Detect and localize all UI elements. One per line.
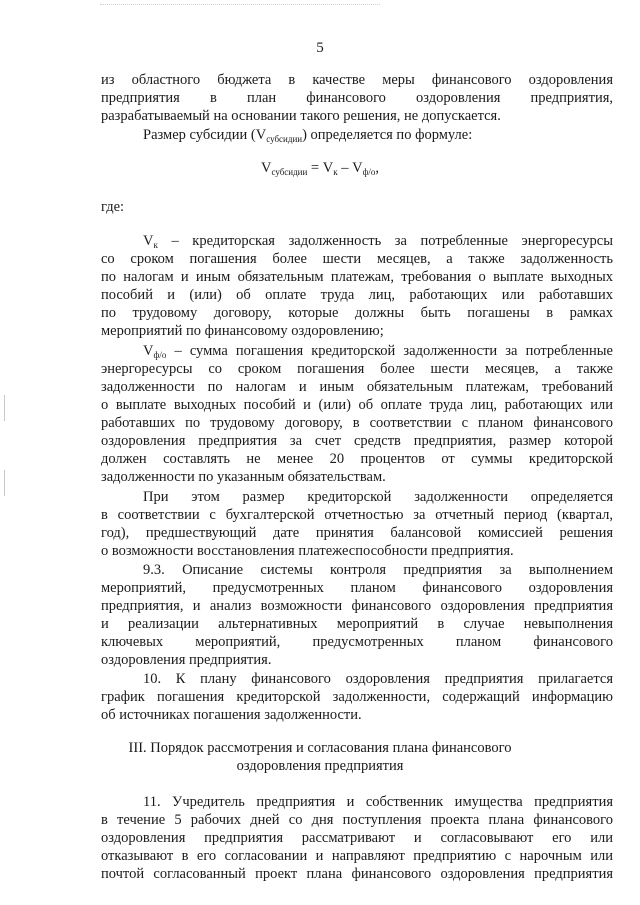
text-line: разрабатываемый на основании такого решения, не допускается.: [101, 108, 501, 124]
text-line: год), предшествующий дате принятия балансовой комиссией решения: [101, 525, 613, 541]
text-line: о выплате выходных пособий и (или) об оплате труда лиц, работающих или: [101, 397, 613, 413]
text-line: предприятия, и анализ возможности финансового оздоровления предприятия: [101, 598, 613, 614]
text-line: в соответствии с бухгалтерской отчетностью за отчетный период (квартал,: [101, 507, 613, 523]
text-line: об источниках погашения задолженности.: [101, 707, 362, 723]
text-line: график погашения кредиторской задолженности, содержащий информацию: [101, 689, 613, 705]
text-line: по трудовому договору, которые должны быть погашены в рамках: [101, 305, 613, 321]
text-line: в течение 5 рабочих дней со дня поступления проекта плана финансового: [101, 812, 613, 828]
text-line: мероприятий, предусмотренных планом финансового оздоровления: [101, 580, 613, 596]
text-line: ключевых мероприятий, предусмотренных планом финансового: [101, 634, 613, 650]
text-line: 9.3. Описание системы контроля предприятия за выполнением: [143, 562, 613, 578]
text-line: При этом размер кредиторской задолженности определяется: [143, 489, 613, 505]
text-line: отказывают в его согласовании и направляют предприятию с нарочным или: [101, 848, 613, 864]
text-line: 10. К плану финансового оздоровления предприятия прилагается: [143, 671, 613, 687]
scan-artifact: [4, 395, 11, 421]
where-label: где:: [101, 199, 125, 215]
text-line: оздоровления предприятия рассматривают и согласовывают его или: [101, 830, 613, 846]
text-line: и реализации альтернативных мероприятий в случае невыполнения: [101, 616, 613, 632]
page-number: 5: [316, 40, 324, 56]
scan-artifact: [100, 4, 380, 7]
vfo-definition-first: $V_{ф/о}$ – сумма погашения кредиторской задолженности за потребленные: [143, 343, 613, 360]
subsidy-size-line: Размер субсидии $(V_{субсидии})$ определяется по формуле:: [143, 127, 473, 144]
text-line: мероприятий по финансовому оздоровлению;: [101, 323, 384, 339]
text-line: со сроком погашения более шести месяцев, а также задолженность: [101, 251, 613, 267]
text-line: о возможности восстановления платежеспособности предприятия.: [101, 543, 514, 559]
vk-definition-first: $V_к$ – кредиторская задолженность за потребленные энергоресурсы: [143, 233, 613, 250]
text-line: задолженности по указанным обязательствам.: [101, 469, 386, 485]
text-line: 11. Учредитель предприятия и собственник имущества предприятия: [143, 794, 613, 810]
text-line: энергоресурсы со сроком погашения более шести месяцев, а также: [101, 361, 613, 377]
text-line: по налогам и иным обязательным платежам, требования о выплате выходных: [101, 269, 613, 285]
scan-artifact: [4, 470, 11, 496]
text-line: оздоровления предприятия.: [101, 652, 272, 668]
section-heading: оздоровления предприятия: [236, 758, 404, 774]
text-line: задолженности по налогам и иным обязательным платежам, требований: [101, 379, 613, 395]
text-line: работавших по трудовому договору, в соответствии с планом финансового: [101, 415, 613, 431]
text-line: из областного бюджета в качестве меры финансового оздоровления: [101, 72, 613, 88]
subsidy-formula: $V_{субсидии} = V_к - V_{ф/о}$,: [260, 160, 380, 177]
text-line: должен составлять не менее 20 процентов от суммы кредиторской: [101, 451, 613, 467]
text-line: почтой согласованный проект плана финансового оздоровления предприятия: [101, 866, 613, 882]
text-line: оздоровления предприятия за счет средств предприятия, размер которой: [101, 433, 613, 449]
text-line: пособий и (или) об оплате труда лиц, работающих или работавших: [101, 287, 613, 303]
section-heading: III. Порядок рассмотрения и согласования плана финансового: [128, 740, 512, 756]
text-line: предприятия в план финансового оздоровления предприятия,: [101, 90, 613, 106]
